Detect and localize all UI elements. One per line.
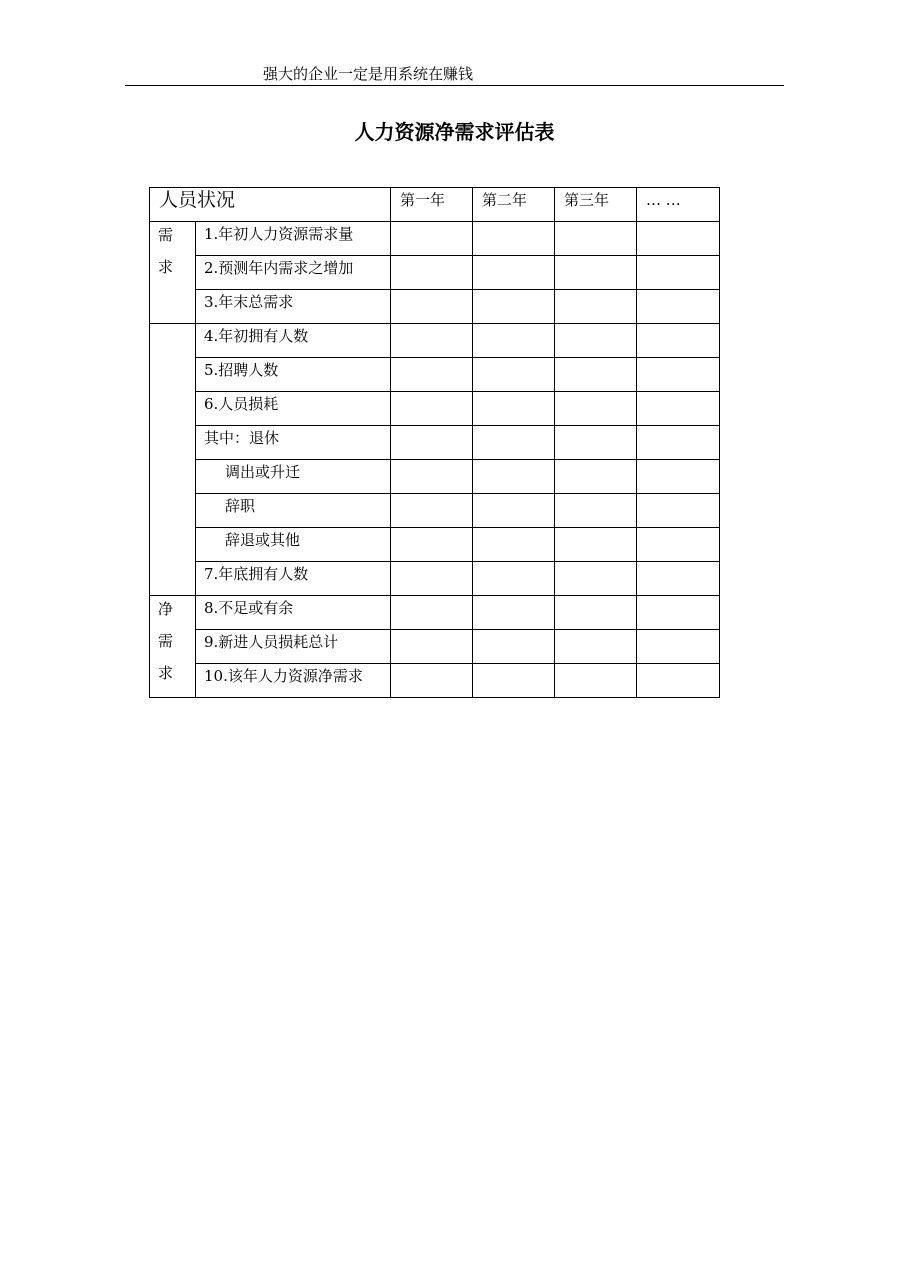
value-cell[interactable] xyxy=(473,290,555,324)
value-cell[interactable] xyxy=(473,426,555,460)
table-row xyxy=(150,222,720,256)
value-cell[interactable] xyxy=(555,460,637,494)
row-label: 8.不足或有余 xyxy=(196,596,391,630)
value-cell[interactable] xyxy=(391,222,473,256)
value-cell[interactable] xyxy=(473,256,555,290)
row-label: 辞职 xyxy=(196,494,391,528)
value-cell[interactable] xyxy=(391,290,473,324)
value-cell[interactable] xyxy=(473,358,555,392)
value-cell[interactable] xyxy=(473,494,555,528)
header-cell-year: … … xyxy=(637,188,720,222)
row-label: 2.预测年内需求之增加 xyxy=(196,256,391,290)
value-cell[interactable] xyxy=(555,358,637,392)
value-cell[interactable] xyxy=(555,222,637,256)
value-cell[interactable] xyxy=(473,562,555,596)
value-cell[interactable] xyxy=(391,324,473,358)
table-row xyxy=(150,494,720,528)
value-cell[interactable] xyxy=(391,494,473,528)
page-header-text: 强大的企业一定是用系统在赚钱 xyxy=(263,65,474,83)
row-label: 7.年底拥有人数 xyxy=(196,562,391,596)
table-row xyxy=(150,324,720,358)
value-cell[interactable] xyxy=(555,426,637,460)
value-cell[interactable] xyxy=(637,460,720,494)
row-label: 调出或升迁 xyxy=(196,460,391,494)
value-cell[interactable] xyxy=(555,290,637,324)
value-cell[interactable] xyxy=(391,528,473,562)
value-cell[interactable] xyxy=(637,324,720,358)
table-row xyxy=(150,460,720,494)
net-demand-table xyxy=(149,187,720,698)
header-cell-year: 第一年 xyxy=(391,188,473,222)
table-row xyxy=(150,290,720,324)
table-header-row xyxy=(150,188,720,222)
value-cell[interactable] xyxy=(637,528,720,562)
group-label-supply xyxy=(150,324,196,596)
table-row xyxy=(150,528,720,562)
value-cell[interactable] xyxy=(637,562,720,596)
header-cell-status xyxy=(150,188,391,222)
value-cell[interactable] xyxy=(555,630,637,664)
table-row xyxy=(150,392,720,426)
value-cell[interactable] xyxy=(391,256,473,290)
table-row xyxy=(150,630,720,664)
value-cell[interactable] xyxy=(555,494,637,528)
value-cell[interactable] xyxy=(555,392,637,426)
header-cell-year: 第二年 xyxy=(473,188,555,222)
value-cell[interactable] xyxy=(637,426,720,460)
value-cell[interactable] xyxy=(391,426,473,460)
document-title: 人力资源净需求评估表 xyxy=(354,120,555,144)
value-cell[interactable] xyxy=(391,596,473,630)
row-label: 3.年末总需求 xyxy=(196,290,391,324)
row-label: 5.招聘人数 xyxy=(196,358,391,392)
value-cell[interactable] xyxy=(473,528,555,562)
value-cell[interactable] xyxy=(637,664,720,698)
value-cell[interactable] xyxy=(555,528,637,562)
value-cell[interactable] xyxy=(391,358,473,392)
value-cell[interactable] xyxy=(637,256,720,290)
value-cell[interactable] xyxy=(555,562,637,596)
row-label: 辞退或其他 xyxy=(196,528,391,562)
value-cell[interactable] xyxy=(391,392,473,426)
value-cell[interactable] xyxy=(637,494,720,528)
row-label: 4.年初拥有人数 xyxy=(196,324,391,358)
value-cell[interactable] xyxy=(555,256,637,290)
value-cell[interactable] xyxy=(473,596,555,630)
value-cell[interactable] xyxy=(555,664,637,698)
row-label: 6.人员损耗 xyxy=(196,392,391,426)
value-cell[interactable] xyxy=(391,664,473,698)
row-label: 9.新进人员损耗总计 xyxy=(196,630,391,664)
value-cell[interactable] xyxy=(473,392,555,426)
value-cell[interactable] xyxy=(391,460,473,494)
table-row xyxy=(150,664,720,698)
group-label-net-demand: 净 需 求 xyxy=(150,596,196,698)
row-label: 1.年初人力资源需求量 xyxy=(196,222,391,256)
value-cell[interactable] xyxy=(637,630,720,664)
table-row xyxy=(150,596,720,630)
value-cell[interactable] xyxy=(391,562,473,596)
header-cell-year: 第三年 xyxy=(555,188,637,222)
value-cell[interactable] xyxy=(637,290,720,324)
group-label-demand: 需 求 xyxy=(150,222,196,324)
table-row xyxy=(150,256,720,290)
row-label: 其中：退休 xyxy=(196,426,391,460)
value-cell[interactable] xyxy=(473,630,555,664)
table-row xyxy=(150,358,720,392)
value-cell[interactable] xyxy=(555,596,637,630)
value-cell[interactable] xyxy=(555,324,637,358)
value-cell[interactable] xyxy=(473,460,555,494)
value-cell[interactable] xyxy=(637,358,720,392)
header-rule xyxy=(125,85,784,86)
value-cell[interactable] xyxy=(473,664,555,698)
row-label: 10.该年人力资源净需求 xyxy=(196,664,391,698)
value-cell[interactable] xyxy=(637,596,720,630)
value-cell[interactable] xyxy=(391,630,473,664)
value-cell[interactable] xyxy=(637,392,720,426)
header-label: 人员状况 xyxy=(159,189,236,211)
table-row xyxy=(150,426,720,460)
table-row xyxy=(150,562,720,596)
value-cell[interactable] xyxy=(473,222,555,256)
value-cell[interactable] xyxy=(473,324,555,358)
value-cell[interactable] xyxy=(637,222,720,256)
